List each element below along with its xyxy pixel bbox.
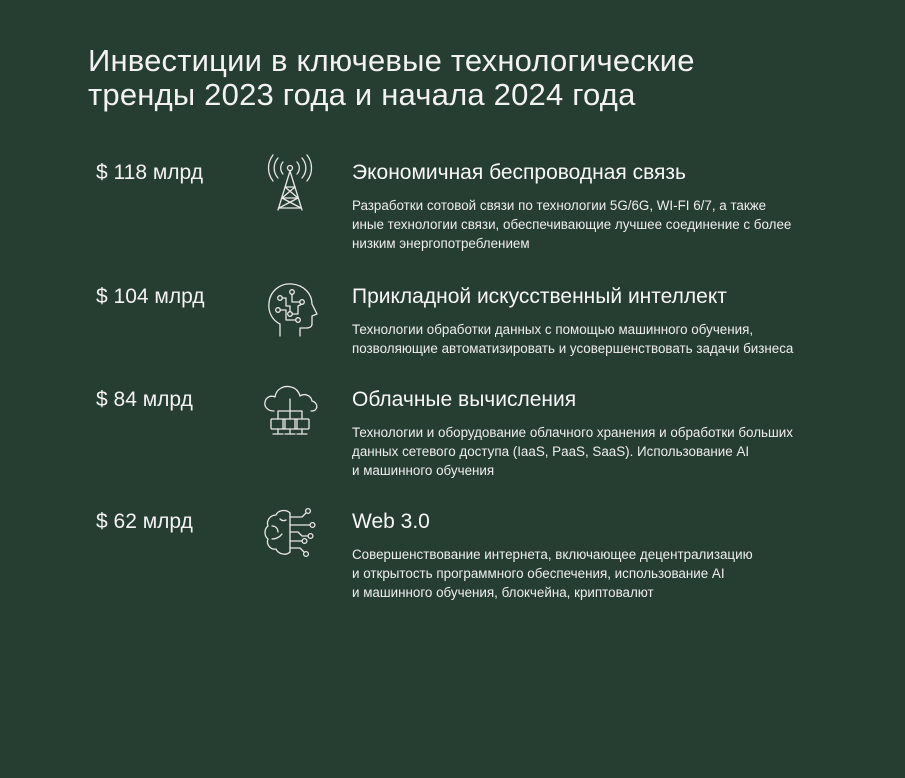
investment-heading: Прикладной искусственный интеллект: [352, 285, 727, 308]
description-line: Технологии и оборудование облачного хранения и обработки больших: [352, 425, 793, 440]
investment-description: [352, 545, 852, 602]
investment-description: [352, 320, 852, 358]
ai-head-icon: [258, 276, 322, 340]
page-title-line-2: тренды 2023 года и начала 2024 года: [88, 77, 636, 112]
page-title-line-1: Инвестиции в ключевые технологические: [88, 43, 695, 78]
investment-amount: $ 118 млрд: [96, 161, 203, 184]
investment-description: [352, 423, 852, 480]
investment-amount: $ 62 млрд: [96, 510, 193, 533]
antenna-tower-icon: [258, 152, 322, 216]
investment-description: [352, 196, 852, 253]
brain-circuit-icon: [258, 501, 322, 565]
investment-amount: $ 84 млрд: [96, 388, 193, 411]
description-line: позволяющие автоматизировать и усовершенствовать задачи бизнеса: [352, 341, 794, 356]
description-line: Разработки сотовой связи по технологии 5G/6G, WI-FI 6/7, а также: [352, 198, 767, 213]
description-line: и машинного обучения: [352, 463, 495, 478]
description-line: данных сетевого доступа (IaaS, PaaS, SaaS). Использование AI: [352, 444, 750, 459]
description-line: и машинного обучения, блокчейна, криптовалют: [352, 585, 654, 600]
description-line: и открытость программного обеспечения, использование AI: [352, 566, 725, 581]
description-line: Технологии обработки данных с помощью машинного обучения,: [352, 322, 754, 337]
cloud-computing-icon: [258, 379, 322, 443]
investment-heading: Облачные вычисления: [352, 388, 577, 411]
description-line: иные технологии связи, обеспечивающие лучшее соединение с более: [352, 217, 792, 232]
investment-heading: Экономичная беспроводная связь: [352, 161, 687, 184]
description-line: низким энергопотреблением: [352, 236, 530, 251]
description-line: Совершенствование интернета, включающее децентрализацию: [352, 547, 753, 562]
page-title: [88, 44, 848, 112]
investment-heading: Web 3.0: [352, 510, 430, 533]
investment-amount: $ 104 млрд: [96, 285, 205, 308]
